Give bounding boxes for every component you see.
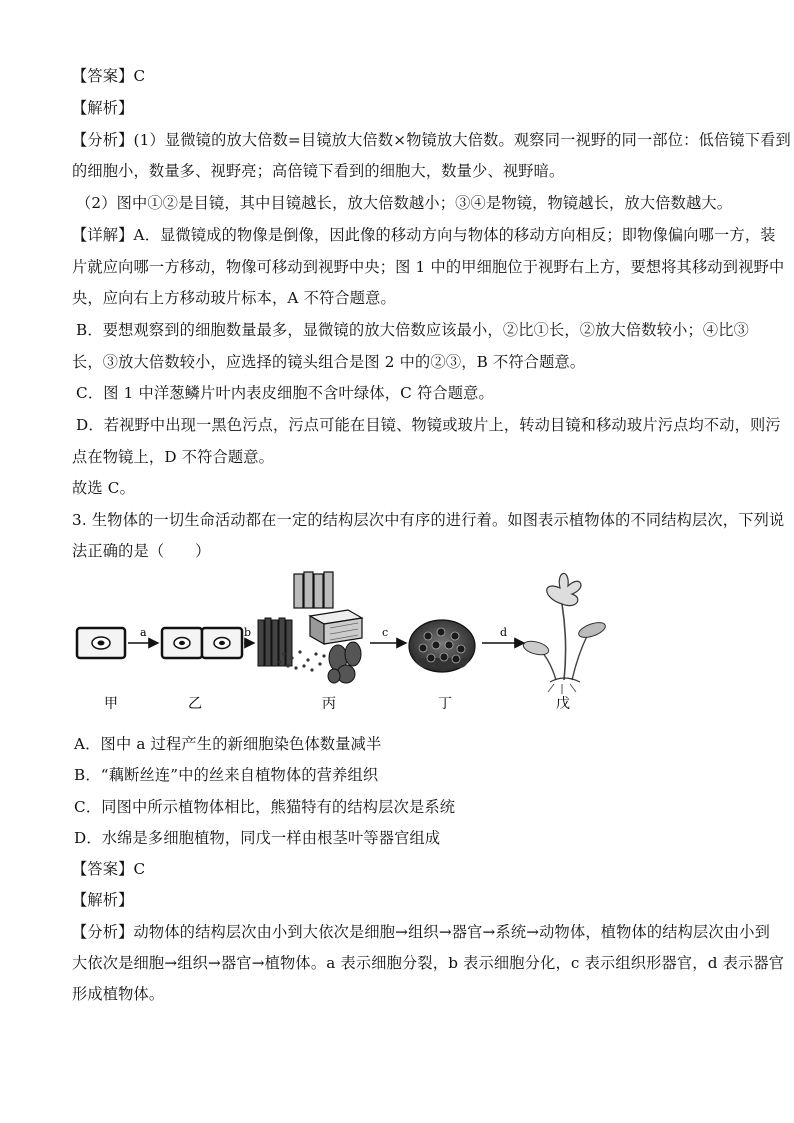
label-yi: 乙 [188,696,202,712]
two-cells-illustration [162,628,242,658]
detail-b-2: 长，③放大倍数较小，应选择的镜头组合是图 2 中的②③，B 不符合题意。 [72,353,586,371]
detail-b-1: B．要想观察到的细胞数量最多，显微镜的放大倍数应该最小，②比①长，②放大倍数较小；④比③ [76,321,750,339]
arrow-label-b: b [244,626,252,639]
analysis-text-1: 【分析】(1）显微镜的放大倍数=目镜放大倍数×物镜放大倍数。观察同一视野的同一部位：低倍镜下看到 [72,131,791,149]
arrow-label-a: a [140,626,147,639]
detail-d-1: D．若视野中出现一黑色污点，污点可能在目镜、物镜或玻片上，转动目镜和移动玻片污点均不动，则污 [76,416,781,434]
detail-d-2: 点在物镜上，D 不符合题意。 [72,448,275,466]
question-3-line-1: 3. 生物体的一切生命活动都在一定的结构层次中有序的进行着。如图表示植物体的不同结构层次，下列说 [72,511,785,529]
lotus-plant-illustration [522,573,607,694]
lotus-pod-illustration [409,620,475,672]
detail-c: C．图 1 中洋葱鳞片叶内表皮细胞不含叶绿体，C 符合题意。 [76,384,494,402]
detail-text-2: 片就应向哪一方移动，物像可移动到视野中央；图 1 中的甲细胞位于视野右上方，要想将其移动到视野中 [72,258,785,276]
single-cell-illustration [77,628,125,658]
tissues-illustration [258,572,362,683]
arrow-label-d: d [500,626,508,639]
option-c: C．同图中所示植物体相比，熊猫特有的结构层次是系统 [74,798,456,816]
analysis-heading: 【解析】 [72,99,134,117]
label-ding: 丁 [438,696,452,712]
analysis-2-text-3: 形成植物体。 [72,985,165,1003]
analysis-heading-2: 【解析】 [72,891,134,909]
label-wu: 戊 [556,696,570,712]
label-jia: 甲 [104,696,118,712]
option-b: B．“藕断丝连”中的丝来自植物体的营养组织 [74,766,379,784]
option-a: A．图中 a 过程产生的新细胞染色体数量减半 [74,735,382,753]
label-bing: 丙 [322,696,336,712]
question-3-line-2: 法正确的是（ ） [72,542,211,560]
detail-text-1: 【详解】A．显微镜成的物像是倒像，因此像的移动方向与物体的移动方向相反；即物像偏向哪一方，装 [72,226,776,244]
arrow-label-c: c [382,626,389,639]
analysis-text-3: （2）图中①②是目镜，其中目镜越长，放大倍数越小；③④是物镜，物镜越长，放大倍数越大。 [76,194,733,212]
analysis-2-text-1: 【分析】动物体的结构层次由小到大依次是细胞→组织→器官→系统→动物体，植物体的结构层次由小到 [72,923,770,941]
answer-line-2: 【答案】C [72,860,146,878]
analysis-2-text-2: 大依次是细胞→组织→器官→植物体。a 表示细胞分裂，b 表示细胞分化，c 表示组织形器官，d 表示器官 [72,954,785,972]
conclusion: 故选 C。 [72,479,136,497]
answer-line: 【答案】C [72,67,146,85]
analysis-text-2: 的细胞小，数量多、视野亮；高倍镜下看到的细胞大，数量少、视野暗。 [72,162,565,180]
detail-text-3: 央，应向右上方移动玻片标本，A 不符合题意。 [72,289,396,307]
structure-levels-figure [72,562,672,717]
option-d: D．水绵是多细胞植物，同戊一样由根茎叶等器官组成 [74,829,441,847]
